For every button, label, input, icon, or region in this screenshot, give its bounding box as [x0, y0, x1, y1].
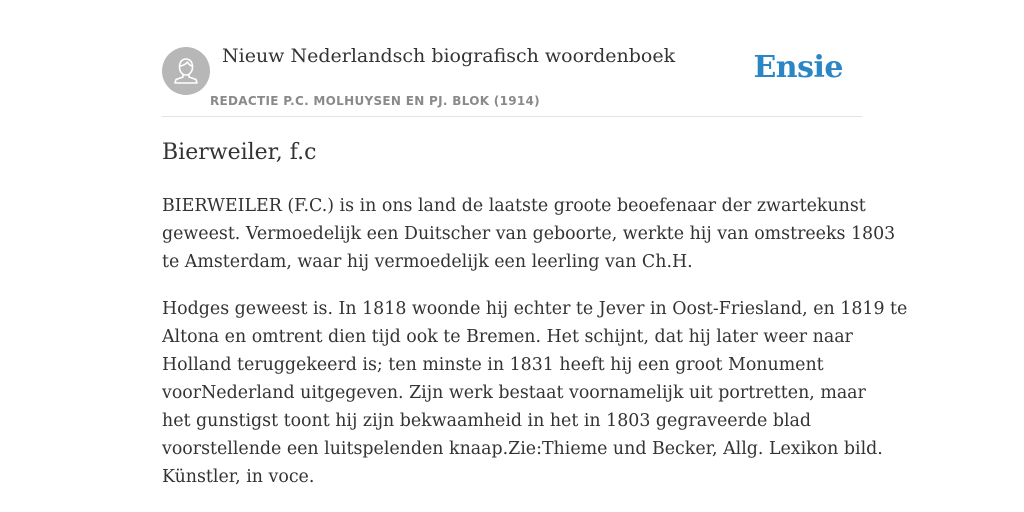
paragraph-line: BIERWEILER (F.C.) is in ons land de laatste groote beoefenaar der zwartekunst	[162, 196, 866, 216]
article-paragraph-2	[162, 295, 908, 491]
paragraph-line: het gunstigst toont hij zijn bekwaamheid in het in 1803 gegraveerde blad	[162, 411, 812, 431]
source-title-link[interactable]: Nieuw Nederlandsch biografisch woordenboek	[222, 45, 676, 67]
paragraph-line: geweest. Vermoedelijk een Duitscher van geboorte, werkte hij van omstreeks 1803	[162, 224, 896, 244]
paragraph-line: Altona en omtrent dien tijd ook te Bremen. Het schijnt, dat hij later weer naar	[162, 327, 853, 347]
source-header	[162, 0, 862, 117]
page	[162, 0, 908, 487]
paragraph-line: te Amsterdam, waar hij vermoedelijk een leerling van Ch.H.	[162, 252, 693, 272]
ensie-logo[interactable]: Ensie	[753, 50, 843, 85]
article-paragraph-1	[162, 192, 896, 276]
source-avatar[interactable]	[162, 47, 210, 95]
paragraph-line: Hodges geweest is. In 1818 woonde hij echter te Jever in Oost-Friesland, en 1819 te	[162, 299, 908, 319]
paragraph-line: voorNederland uitgegeven. Zijn werk bestaat voornamelijk uit portretten, maar	[162, 383, 866, 403]
source-editors: REDACTIE P.C. MOLHUYSEN EN PJ. BLOK (1914)	[210, 94, 540, 108]
article-title: Bierweiler, f.c	[162, 140, 317, 165]
paragraph-line: voorstellende een luitspelenden knaap.Zie:Thieme und Becker, Allg. Lexikon bild.	[162, 439, 883, 459]
paragraph-line: Holland teruggekeerd is; ten minste in 1831 heeft hij een groot Monument	[162, 355, 824, 375]
paragraph-line: Künstler, in voce.	[162, 467, 315, 487]
user-outline-icon	[162, 47, 210, 95]
